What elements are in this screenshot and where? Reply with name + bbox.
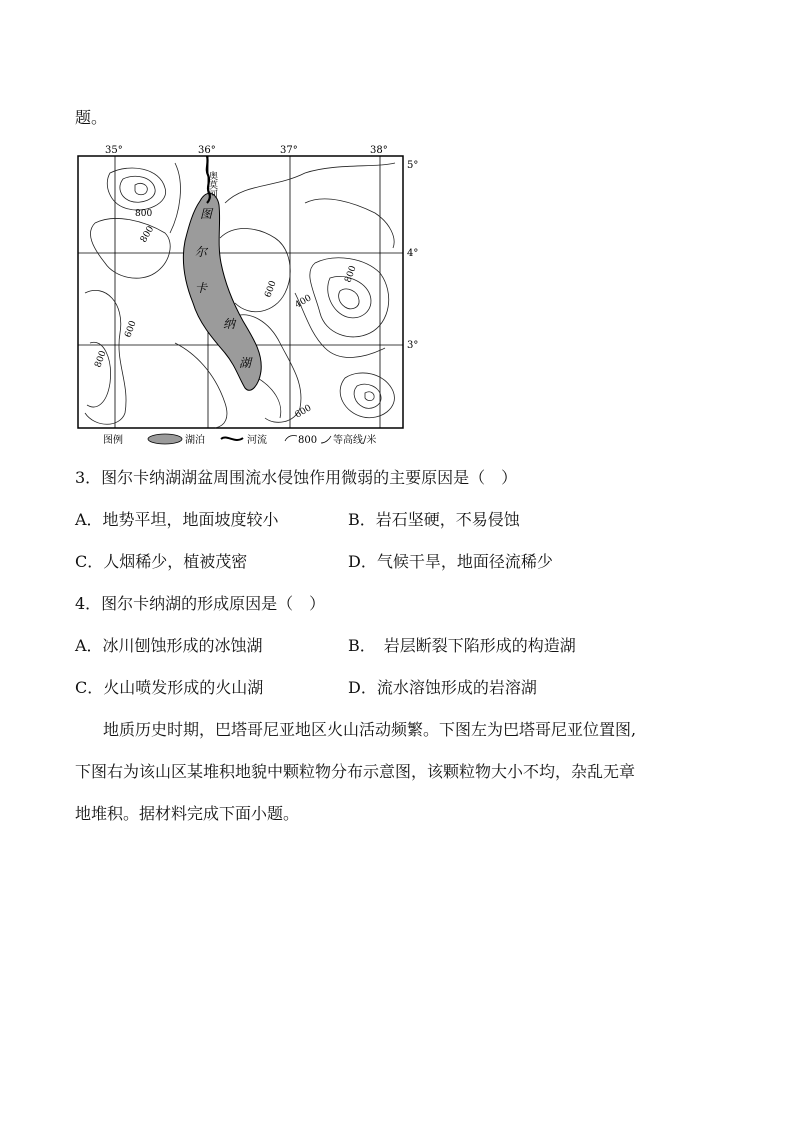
q4-option-a: A．冰川刨蚀形成的冰蚀湖 <box>75 636 263 655</box>
lon-label-35: 35° <box>105 145 123 156</box>
lake-name-char-1: 图 <box>200 207 213 221</box>
contour-label: 800 <box>343 264 359 285</box>
q4-option-c: C．火山喷发形成的火山湖 <box>75 678 264 697</box>
legend-river-swatch <box>221 438 243 440</box>
q3-option-a: A．地势平坦，地面坡度较小 <box>75 510 279 529</box>
river-name: 奥莫河 <box>207 171 217 198</box>
legend-contour-label: 等高线/米 <box>333 435 377 446</box>
contour-label: 600 <box>123 319 139 340</box>
lake-name-char-3: 卡 <box>195 281 208 295</box>
passage-line-2: 下图右为该山区某堆积地貌中颗粒物分布示意图，该颗粒物大小不均，杂乱无章 <box>75 762 636 781</box>
contour-label: 600 <box>293 403 314 421</box>
q3-stem: 3．图尔卡纳湖湖盆周围流水侵蚀作用微弱的主要原因是（ ） <box>75 468 518 487</box>
legend-contour-swatch-2 <box>321 436 331 443</box>
lake-name-char-4: 纳 <box>223 317 236 331</box>
lat-label-5: 5° <box>407 160 419 171</box>
lon-label-37: 37° <box>280 145 298 156</box>
legend-lake-label: 湖泊 <box>185 435 205 446</box>
top-text: 题。 <box>75 108 108 127</box>
q4-stem: 4．图尔卡纳湖的形成原因是（ ） <box>75 594 326 613</box>
passage-line-1: 地质历史时期，巴塔哥尼亚地区火山活动频繁。下图左为巴塔哥尼亚位置图, <box>103 720 637 739</box>
q3-option-c: C．人烟稀少，植被茂密 <box>75 552 248 571</box>
contour-label: 600 <box>263 279 279 300</box>
legend-contour-value: 800 <box>298 435 318 446</box>
q4-option-d: D．流水溶蚀形成的岩溶湖 <box>348 678 537 697</box>
lon-label-36: 36° <box>198 145 216 156</box>
lake-name-char-5: 湖 <box>239 356 252 370</box>
q3-option-b: B．岩石坚硬，不易侵蚀 <box>348 510 520 529</box>
q4-option-b: B． 岩层断裂下陷形成的构造湖 <box>348 636 576 655</box>
legend-lake-swatch <box>148 434 182 444</box>
contour-label: 800 <box>138 224 157 245</box>
legend-title: 图例 <box>103 435 123 446</box>
map-svg <box>75 143 420 453</box>
legend-contour-swatch <box>285 436 297 441</box>
lat-label-3: 3° <box>407 340 419 351</box>
map-legend <box>103 433 376 446</box>
contour-label: 800 <box>135 209 153 219</box>
q3-option-d: D．气候干旱，地面径流稀少 <box>348 552 553 571</box>
lake-name-char-2: 尔 <box>195 245 208 259</box>
topographic-map <box>75 143 420 453</box>
lat-label-4: 4° <box>407 248 419 259</box>
contour-label: 400 <box>293 293 314 311</box>
passage-line-3: 地堆积。据材料完成下面小题。 <box>75 804 300 823</box>
legend-river-label: 河流 <box>247 435 267 446</box>
contour-label: 800 <box>93 349 109 370</box>
lon-label-38: 38° <box>370 145 388 156</box>
